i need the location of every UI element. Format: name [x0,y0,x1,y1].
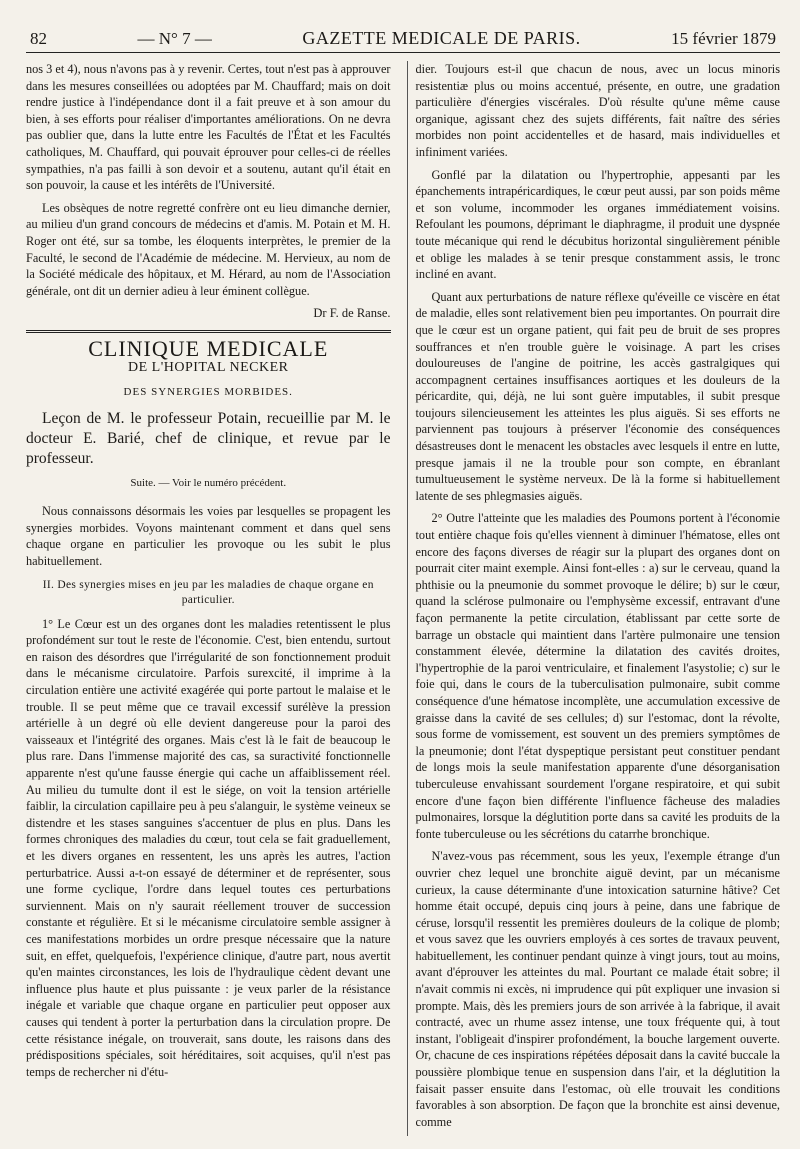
lecture-topic: DES SYNERGIES MORBIDES. [123,386,293,399]
journal-title: GAZETTE MEDICALE DE PARIS. [302,28,581,48]
divider [26,330,391,333]
section-subtitle: DE L'HOPITAL NECKER [128,359,289,375]
paragraph: Quant aux perturbations de nature réflexe qu'éveille ce viscère en état de maladie, elles sont relativement bien peu importantes. On pourrait dire que le cœur est un organe patient, qui fait peu de bruit de ses propres souffrances et n'en trouble guère le voisinage. A part les crises douloureuses de l'angine de poitrine, les accès gastralgiques qui accompagnent certaines insuffisances aortiques et les douleurs de la péricardite, qui, déjà, ne lui sont guère imputables, il subit presque toujours silencieusement les atteintes les plus aiguës. Si ses efforts ne parviennent pas toujours à préserver l'économie des conséquences désastreuses dont le menacent les obstacles avec lesquels il entre en lutte, presque jamais il ne la trouble pour son compte, en ébranlant tumultueusement le système nerveux. De là la forme si habituellement latente de ses phlegmasies aiguës. [415,289,780,503]
issue-date: 15 février 1879 [671,29,776,48]
paragraph: 1° Le Cœur est un des organes dont les maladies retentissent le plus profondément sur tout le reste de l'économie. C'est, bien entendu, surtout en raison des désordres que l'irrégularité de son fonctionnement produit dans le mécanisme circulatoire. Parfois surexcité, il imprime à la circulation entière une activité exagérée qui porte partout le malaise et le trouble. Il se peut même que ce travail excessif surélève la pression artérielle à un degré où elle devient dangereuse pour la paroi des vaisseaux et l'intégrité des organes. Mais c'est là le fait de beaucoup le plus rare. Dans l'immense majorité des cas, sa suractivité fonctionnelle apparente n'est qu'une fausse énergie qui cache un affaiblissement réel. Au milieu du tumulte dont il est le siége, on voit la tension artérielle faiblir, la circulation capillaire peu à peu s'alanguir, le système veineux se distendre et les stases sanguines s'accentuer de plus en plus. Dans les formes chroniques des maladies du cœur, tout cela se fait graduellement, et les divers organes en ressentent, les uns après les autres, l'action perturbatrice. Aussi a-t-on essayé de déterminer et de représenter, sous une forme cyclique, l'ordre dans lequel toutes ces perturbations surviennent. Mais on n'y saurait réellement trouver de succession constante et régulière. Et si le mécanisme circulatoire semble assigner à ces manifestations morbides un ordre presque nécessaire que la nature suit, en effet, quelquefois, l'expérience clinique, d'autre part, nous avertit qu'en maintes circonstances, les lois de l'hydraulique cèdent devant une influence plus haute et plus puissante : je veux parler de la résistance inégale et variable que chaque organe en particulier peut opposer aux causes qui tendent à porter la perturbation dans la circulation propre. De cette résistance inégale, on trouverait, sans doute, les raisons dans des prédispositions spéciales, soit héréditaires, soit acquises, qu'il n'est pas temps de rechercher ni d'étu- [26,616,391,1079]
issue-number: — N° 7 — [137,29,212,48]
paragraph: nos 3 et 4), nous n'avons pas à y revenir. Certes, tout n'est pas à approuver dans les mesures conseillées ou adoptées par M. Chauffard; mais on doit rendre justice à l'indépendance dont il a fait preuve et à son amour du bien, à ses efforts pour réaliser d'importantes améliorations. On ne devra pas oublier que, dans la lutte entre les Facultés de l'État et les Facultés catholiques, M. Chauffard, qui pouvait éprouver pour celles-ci de réelles sympathies, n'a pas failli à son devoir et a soutenu, autant qu'il était en son pouvoir, la cause et les intérêts de l'Université. [26,62,391,193]
subsection-heading: II. Des synergies mises en jeu par les maladies de chaque organe en particulier. [42,578,374,606]
paragraph: Nous connaissons désormais les voies par lesquelles se propagent les synergies morbides. Voyons maintenant comment et dans quel sens chaque organe en particulier les provoque ou les subit le plus habituellement. [26,504,391,569]
page-number: 82 [30,29,47,48]
continuation-note: Suite. — Voir le numéro précédent. [130,476,287,489]
paragraph: dier. Toujours est-il que chacun de nous, avec un locus minoris resistentiæ plus ou moins accentué, présente, en outre, une gradation particulière d'énergies viscérales. D'où résulte qu'une même cause organique, agissant chez des sujets différents, fait naître des séries morbides non point accidentelles et de hasard, mais individuelles et infiniment variées. [415,62,780,159]
paragraph: Gonflé par la dilatation ou l'hypertrophie, appesanti par les épanchements intrapéricardiques, le cœur peut aussi, par son poids même et son volume, incommoder les organes immédiatement voisins. Refoulant les poumons, déprimant le diaphragme, il produit une dyspnée toute mécanique qui rend le décubitus horizontal singulièrement pénible et oblige les malades à se tenir presque constamment assis, le tronc incliné en avant. [415,167,780,282]
paragraph: Les obsèques de notre regretté confrère ont eu lieu dimanche dernier, au milieu d'un grand concours de médecins et d'amis. M. Potain et M. H. Roger ont été, sur sa tombe, les éloquents interprètes, le premier de la Faculté, le second de l'Académie de médecine. M. Hervieux, au nom de la Société médicale des hôpitaux, et M. Hérard, au nom de l'Association générale, ont dit un dernier adieu à leur éminent collègue. [26,200,391,298]
signature: Dr F. de Ranse. [313,306,391,321]
paragraph: N'avez-vous pas récemment, sous les yeux, l'exemple étrange d'un ouvrier chez lequel une bronchite aiguë devint, par un mécanisme curieux, la cause déterminante d'une intoxication saturnine hâtive? Cet homme était occupé, depuis cinq jours à peine, dans une fabrique de céruse, lorsqu'il ressentit les premières douleurs de la colique de plomb; et vous savez que les ouvriers employés à ces sortes de travaux peuvent, habituellement, les continuer pendant quinze à vingt jours, tout au moins, avant d'éprouver les atteintes du mal. Pourtant ce malade était sobre; il n'avait commis ni excès, ni imprudence qui pût expliquer une invasion si prompte. Mais, dès les premiers jours de son arrivée à la fabrique, il avait contracté, avec un rhume assez intense, une toux fréquente qui, à tout instant, l'obligeait d'inspirer profondément, la bouche largement ouverte. Or, chacune de ces inspirations répétées déposait dans la cavité buccale la poussière plombique tenue en suspension dans l'air, et la déglutition la faisait passer ensuite dans l'estomac, où elle trouvait les conditions favorables à son absorption. De façon que la bronchite est ainsi devenue, comme [415,849,780,1129]
page-header [26,28,780,53]
columns [26,61,780,1136]
lecture-credit: Leçon de M. le professeur Potain, recueillie par M. le docteur E. Barié, chef de clinique, et revue par le professeur. [26,409,391,467]
right-column [407,61,781,1136]
paragraph: 2° Outre l'atteinte que les maladies des Poumons portent à l'économie tout entière chaque fois qu'elles viennent à diminuer l'hématose, elles ont encore des façons diverses de réagir sur la plupart des organes dont on pourrait citer maint exemple. Ainsi font-elles : a) sur le cerveau, quand la phthisie ou la pneumonie du sommet provoque le délire; b) sur le cœur, quand la sclérose pulmonaire ou l'emphysème excessif, entravant d'une façon permanente la petite circulation, établissant par cette sorte de barrage un obstacle qui maintient dans l'artère pulmonaire une tension constamment élevée, détermine la dilatation des cavités droites, l'hypertrophie de la paroi ventriculaire, et finalement l'asystolie; c) sur le foie qui, dans le cours de la tuberculisation pulmonaire, subit comme conséquence d'une hématose incomplète, une accumulation excessive de graisse dans la cavité de ses cellules; d) sur l'estomac, dont la révolte, sous forme de vomissement, est souvent un des premiers symptômes de la pneumonie; dont l'état dyspeptique persistant peut constituer pendant de longs mois la seule manifestation apparente d'une désorganisation tuberculeuse envahissant sourdement l'organe respiratoire, et qui subit encore d'une façon bien différente l'influence fâcheuse des maladies pulmonaires, lorsque la déglutition porte dans sa cavité les produits de la fonte tuberculeuse ou les sécrétions du catarrhe bronchique. [415,511,780,841]
section-title: CLINIQUE MEDICALE [88,335,329,361]
left-column [26,61,391,1136]
